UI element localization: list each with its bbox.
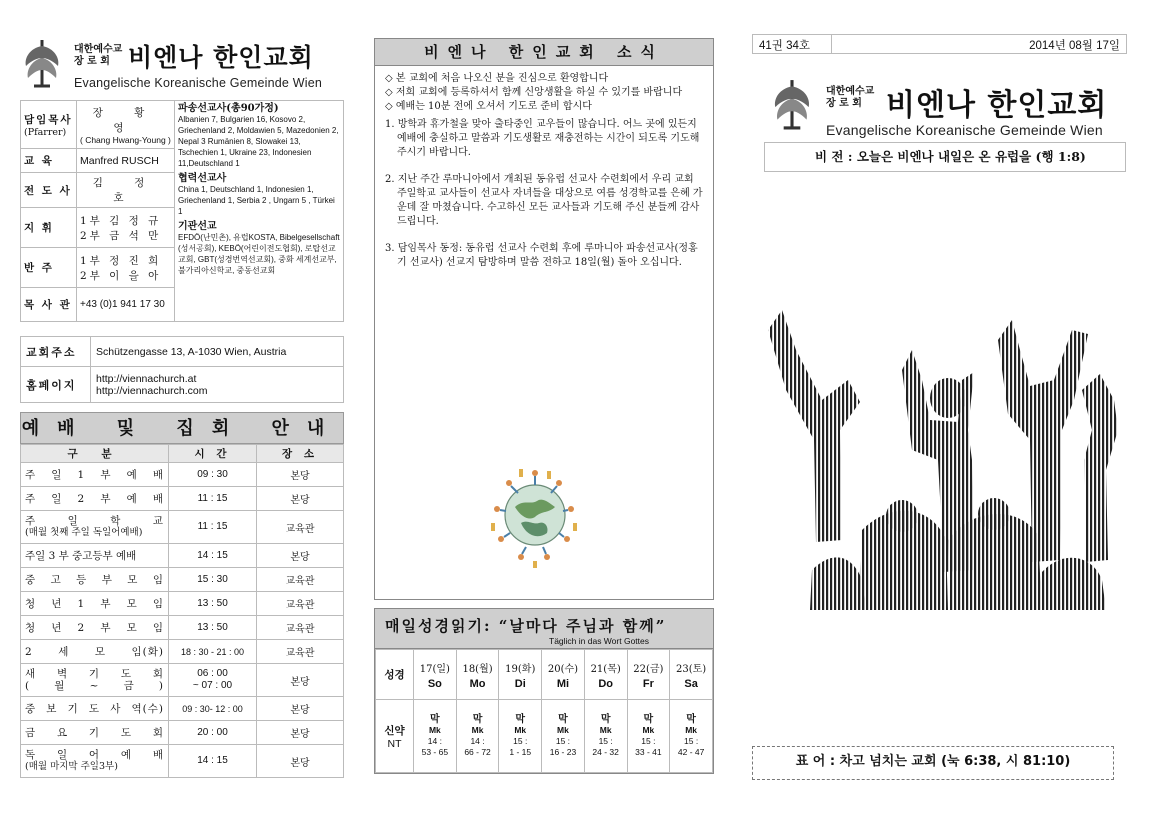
- issue-header: [752, 34, 1127, 54]
- service-name: 주 일 1 부 예 배: [21, 463, 169, 487]
- church-name-german: Evangelische Koreanische Gemeinde Wien: [826, 122, 1103, 138]
- reading-day: 19(화) Di: [499, 650, 542, 700]
- staff-role: 반 주: [21, 248, 77, 288]
- staff-name: 김 정 호: [77, 173, 175, 208]
- news-item: 3. 담임목사 동정: 동유럽 선교사 수련회 후에 루마니아 파송선교사(정홍기 선교사) 선교지 탐방하며 말씀 전하고 18일(월) 돌아 오십니다.: [385, 243, 698, 268]
- service-time: 14 : 15: [169, 745, 257, 778]
- table-row: [21, 745, 344, 778]
- church-logo: [18, 38, 344, 98]
- church-name-german: Evangelische Koreanische Gemeinde Wien: [74, 76, 323, 90]
- staff-role: 담임목사 (Pfarrer): [21, 101, 77, 149]
- table-row: [21, 664, 344, 697]
- issue-volume: 41권 34호: [759, 40, 810, 52]
- reading-day: 23(토) Sa: [670, 650, 713, 700]
- issue-date: 2014년 08월 17일: [1029, 40, 1120, 52]
- staff-role: 지 휘: [21, 208, 77, 248]
- service-time: 11 : 15: [169, 511, 257, 544]
- service-place: 본당: [257, 664, 344, 697]
- service-name: 주 일 학 교 (매월 첫째 주일 독일어예배): [21, 511, 169, 544]
- table-row: [21, 463, 344, 487]
- reading-passage: 막 Mk 14 : 53 - 65: [414, 700, 457, 773]
- service-time: 09 : 30: [169, 463, 257, 487]
- table-row: [21, 616, 344, 640]
- news-title: 비엔나 한인교회 소식: [375, 39, 713, 66]
- news-item: 2. 지난 주간 루마니아에서 개최된 동유럽 선교사 수련회에서 우리 교회 주일학교 교사들이 선교사 자녀들을 대상으로 여름 성경학교를 은혜 가운데 잘 마쳤습니다. 수고하신 모든 교사들과 기도해 주신 분들께 감사드립니다.: [385, 174, 703, 227]
- staff-name: 1부 정 진 희 2부 이 을 아: [77, 248, 175, 288]
- contact-table: [20, 336, 344, 403]
- table-row: [21, 544, 344, 568]
- news-section: [374, 38, 714, 600]
- service-name: 독 일 어 예 배 (매월 마지막 주일3부): [21, 745, 169, 778]
- reading-day: 17(일) So: [414, 650, 457, 700]
- reading-passage: 막 Mk 15 : 33 - 41: [627, 700, 670, 773]
- church-name: 비엔나 한인교회: [886, 88, 1108, 123]
- cover-church-logo: [766, 78, 1126, 138]
- staff-table: [20, 100, 344, 322]
- service-time: 11 : 15: [169, 487, 257, 511]
- news-item: 1. 방학과 휴가철을 맞아 출타중인 교우들이 많습니다. 어느 곳에 있든지 예배에 충실하고 말씀과 기도생활로 재충전하는 시간이 되도록 기도해 주시기 바랍니다.: [385, 119, 700, 158]
- bible-reading-section: [374, 608, 714, 774]
- news-note: ◇ 예배는 10분 전에 오셔서 기도로 준비 합시다: [385, 101, 592, 112]
- services-section: [20, 412, 344, 778]
- service-place: 교육관: [257, 616, 344, 640]
- service-name: 새 벽 기 도 회 ( 월 ~ 금 ): [21, 664, 169, 697]
- column-header: 시 간: [169, 445, 257, 463]
- news-body: [375, 66, 713, 270]
- service-place: 본당: [257, 487, 344, 511]
- column-header: 구 분: [21, 445, 169, 463]
- table-row: [21, 511, 344, 544]
- service-place: 교육관: [257, 640, 344, 664]
- reading-passage: 막 Mk 15 : 16 - 23: [542, 700, 585, 773]
- service-name: 주일 3 부 중고등부 예배: [21, 544, 169, 568]
- reading-day: 21(목) Do: [584, 650, 627, 700]
- missions-info: 파송선교사(총90가정) Albanien 7, Bulgarien 16, Kosovo 2, Griechenland 2, Moldawien 5, Mazedonien 2, Nepal 3 Rumänien 8, Slowakei 13, Tschechien 1, Ukraine 23, Indonesien 11,Deutschland 1 협력선교사 China 1, Deutschland 1, Indonesien 1, Griechenland 1, Serbia 2 , Ungarn 5 , Türkei 1 기관선교 EFDÖ(난민촌), 유럽KOSTA, Bibelgesellschaft (성서공회), KEBÖ(어린이전도협회), 로탑선교교회, GBT(성경번역선교회), 중화 세계선교부, 불가리아신학교, 중동선교회: [175, 101, 344, 322]
- service-time: 14 : 15: [169, 544, 257, 568]
- address-label: 교회주소: [21, 337, 91, 367]
- service-name: 중 고 등 부 모 임: [21, 568, 169, 592]
- service-time: 06 : 00 ~ 07 : 00: [169, 664, 257, 697]
- row-header: 성경: [376, 650, 414, 700]
- homepage-value: [91, 367, 344, 403]
- issue-divider: [831, 35, 832, 53]
- church-name: 비엔나 한인교회: [128, 43, 314, 72]
- homepage-label: 홈페이지: [21, 367, 91, 403]
- worship-people-artwork: [762, 310, 1132, 630]
- table-row: [21, 592, 344, 616]
- services-table: [20, 444, 344, 778]
- denomination-label: 대한예수교 장 로 회: [74, 44, 123, 67]
- staff-name: Manfred RUSCH: [77, 149, 175, 173]
- service-place: 본당: [257, 721, 344, 745]
- staff-name: 장 황 영 ( Chang Hwang-Young ): [77, 101, 175, 149]
- globe-people-illustration: [487, 459, 583, 569]
- service-name: 금 요 기 도 회: [21, 721, 169, 745]
- service-name: 2 세 모 임(화): [21, 640, 169, 664]
- reading-passage: 막 Mk 15 : 1 - 15: [499, 700, 542, 773]
- address-value: Schützengasse 13, A-1030 Wien, Austria: [91, 337, 344, 367]
- service-place: 교육관: [257, 592, 344, 616]
- reading-passage: 막 Mk 15 : 24 - 32: [584, 700, 627, 773]
- service-time: 15 : 30: [169, 568, 257, 592]
- homepage-link-com[interactable]: http://viennachurch.com: [96, 384, 208, 397]
- staff-role: 교 육: [21, 149, 77, 173]
- service-place: 본당: [257, 745, 344, 778]
- church-emblem-icon: [20, 38, 64, 88]
- reading-day: 22(금) Fr: [627, 650, 670, 700]
- service-place: 교육관: [257, 511, 344, 544]
- news-note: ◇ 저희 교회에 등록하셔서 함께 신앙생활을 하실 수 있기를 바랍니다: [385, 87, 683, 98]
- reading-passage: 막 Mk 15 : 42 - 47: [670, 700, 713, 773]
- denomination-label: 대한예수교 장 로 회: [826, 86, 875, 109]
- table-row: [21, 568, 344, 592]
- bible-reading-title: 매일성경읽기: “날마다 주님과 함께” Täglich in das Wort Gottes: [375, 609, 713, 649]
- service-place: 본당: [257, 463, 344, 487]
- reading-day: 18(월) Mo: [456, 650, 499, 700]
- service-name: 청 년 2 부 모 임: [21, 616, 169, 640]
- service-place: 본당: [257, 544, 344, 568]
- motto-statement: 표 어 : 차고 넘치는 교회 (눅 6:38, 시 81:10): [752, 746, 1114, 780]
- reading-passage: 막 Mk 14 : 66 - 72: [456, 700, 499, 773]
- service-time: 18 : 30 - 21 : 00: [169, 640, 257, 664]
- homepage-link-at[interactable]: http://viennachurch.at: [96, 372, 197, 385]
- column-header: 장 소: [257, 445, 344, 463]
- service-name: 중 보 기 도 사 역(수): [21, 697, 169, 721]
- staff-name: 1부 김 정 규 2부 금 석 만: [77, 208, 175, 248]
- service-time: 09 : 30- 12 : 00: [169, 697, 257, 721]
- table-row: [21, 640, 344, 664]
- vision-statement: 비 전 : 오늘은 비엔나 내일은 온 유럽을 (행 1:8): [764, 142, 1126, 172]
- manse-phone: +43 (0)1 941 17 30: [77, 288, 175, 322]
- church-emblem-icon: [768, 78, 816, 130]
- service-time: 13 : 50: [169, 616, 257, 640]
- services-title: 예배 및 집회 안내: [20, 412, 344, 444]
- table-row: [21, 487, 344, 511]
- service-place: 본당: [257, 697, 344, 721]
- table-row: [21, 697, 344, 721]
- service-time: 20 : 00: [169, 721, 257, 745]
- staff-role: 전 도 사: [21, 173, 77, 208]
- news-note: ◇ 본 교회에 처음 나오신 분을 진심으로 환영합니다: [385, 73, 609, 84]
- row-header: 신약 NT: [376, 700, 414, 773]
- table-row: [21, 721, 344, 745]
- bible-reading-table: [375, 649, 713, 773]
- staff-role: 목 사 관: [21, 288, 77, 322]
- reading-day: 20(수) Mi: [542, 650, 585, 700]
- service-time: 13 : 50: [169, 592, 257, 616]
- service-name: 청 년 1 부 모 임: [21, 592, 169, 616]
- service-place: 교육관: [257, 568, 344, 592]
- service-name: 주 일 2 부 예 배: [21, 487, 169, 511]
